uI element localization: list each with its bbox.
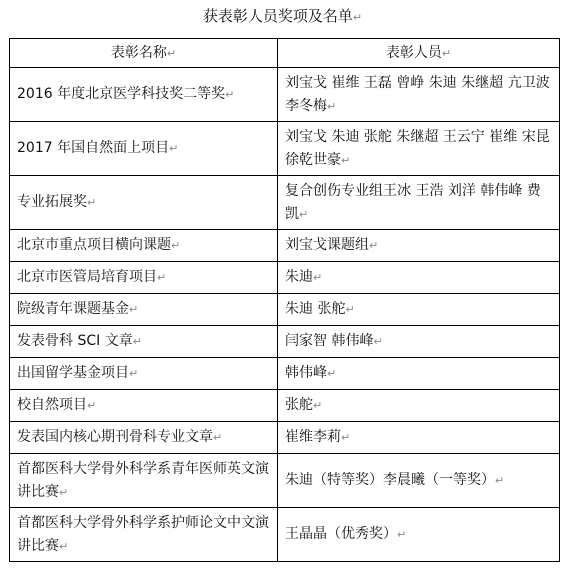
paragraph-mark: ↵	[327, 99, 337, 113]
paragraph-mark: ↵	[213, 431, 223, 444]
paragraph-mark: ↵	[441, 46, 452, 60]
award-people-cell: 刘宝戈课题组↵	[278, 230, 560, 262]
paragraph-mark: ↵	[313, 271, 323, 284]
paragraph-mark: ↵	[166, 46, 177, 60]
header-award-people: 表彰人员↵	[278, 39, 560, 68]
award-name-cell: 发表骨科 SCI 文章↵	[10, 326, 278, 358]
award-name-cell: 北京市医管局培育项目↵	[10, 262, 278, 294]
paragraph-mark: ↵	[341, 431, 351, 444]
document-title: 获表彰人员奖项及名单↵	[202, 7, 363, 25]
paragraph-mark: ↵	[87, 196, 97, 209]
paragraph-mark: ↵	[87, 399, 97, 412]
paragraph-mark: ↵	[495, 474, 505, 487]
paragraph-mark: ↵	[129, 303, 139, 316]
table-row	[10, 230, 560, 262]
award-people-cell: 韩伟峰↵	[278, 358, 560, 390]
award-name-cell: 校自然项目↵	[10, 390, 278, 422]
table-row	[10, 326, 560, 358]
paragraph-mark: ↵	[132, 335, 142, 348]
table-row	[10, 508, 560, 562]
award-name-cell: 北京市重点项目横向课题↵	[10, 230, 278, 262]
table-body	[10, 68, 560, 562]
award-name-cell: 2017 年国自然面上项目↵	[10, 122, 278, 176]
award-people-cell: 张舵↵	[278, 390, 560, 422]
award-name-cell: 出国留学基金项目↵	[10, 358, 278, 390]
paragraph-mark: ↵	[352, 11, 363, 24]
award-name-cell: 首都医科大学骨外科学系青年医师英文演讲比赛↵	[10, 454, 278, 508]
table-header-row	[10, 39, 560, 68]
table-row	[10, 358, 560, 390]
paragraph-mark: ↵	[369, 239, 379, 252]
table-row	[10, 294, 560, 326]
paragraph-mark: ↵	[299, 207, 309, 221]
paragraph-mark: ↵	[157, 271, 167, 284]
paragraph-mark: ↵	[59, 485, 69, 499]
table-row	[10, 176, 560, 230]
award-name-cell: 2016 年度北京医学科技奖二等奖↵	[10, 68, 278, 122]
paragraph-mark: ↵	[345, 303, 355, 316]
award-name-cell: 专业拓展奖↵	[10, 176, 278, 230]
paragraph-mark: ↵	[129, 367, 139, 380]
header-award-name: 表彰名称↵	[10, 39, 278, 68]
paragraph-mark: ↵	[59, 539, 69, 553]
award-people-cell: 朱迪（特等奖）李晨曦（一等奖）↵	[278, 454, 560, 508]
paragraph-mark: ↵	[313, 399, 323, 412]
award-people-cell: 刘宝戈 朱迪 张舵 朱继超 王云宁 崔维 宋昆 徐乾世豪↵	[278, 122, 560, 176]
paragraph-mark: ↵	[341, 153, 351, 167]
table-row	[10, 262, 560, 294]
paragraph-mark: ↵	[169, 142, 179, 155]
paragraph-mark: ↵	[171, 239, 181, 252]
award-people-cell: 王晶晶（优秀奖）↵	[278, 508, 560, 562]
table-row	[10, 422, 560, 454]
table-row	[10, 68, 560, 122]
table-row	[10, 454, 560, 508]
award-name-cell: 院级青年课题基金↵	[10, 294, 278, 326]
award-people-cell: 朱迪 张舵↵	[278, 294, 560, 326]
award-people-cell: 朱迪↵	[278, 262, 560, 294]
paragraph-mark: ↵	[225, 88, 235, 101]
award-name-cell: 发表国内核心期刊骨科专业文章↵	[10, 422, 278, 454]
award-people-cell: 闫家智 韩伟峰↵	[278, 326, 560, 358]
award-people-cell: 复合创伤专业组王冰 王浩 刘洋 韩伟峰 费凯↵	[278, 176, 560, 230]
table-row	[10, 122, 560, 176]
award-people-cell: 崔维李莉↵	[278, 422, 560, 454]
award-people-cell: 刘宝戈 崔维 王磊 曾峥 朱迪 朱继超 亢卫波李冬梅↵	[278, 68, 560, 122]
awards-table	[9, 38, 560, 562]
paragraph-mark: ↵	[373, 335, 383, 348]
table-row	[10, 390, 560, 422]
paragraph-mark: ↵	[397, 528, 407, 541]
award-name-cell: 首都医科大学骨外科学系护师论文中文演讲比赛↵	[10, 508, 278, 562]
paragraph-mark: ↵	[327, 367, 337, 380]
